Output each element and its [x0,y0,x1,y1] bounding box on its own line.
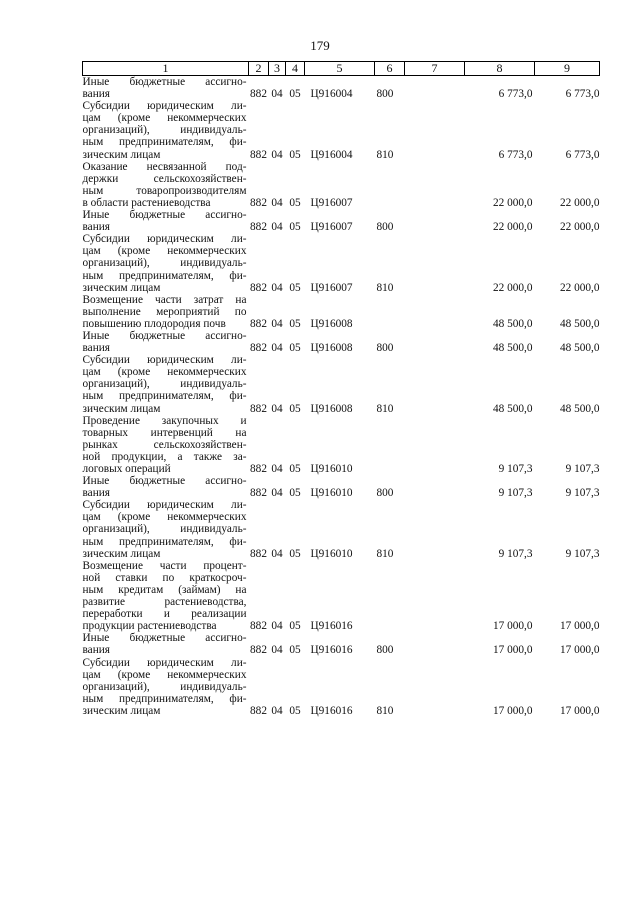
header-col-5: 5 [305,62,375,76]
expense-type-cell: 810 [376,547,394,560]
target-article-cell: Ц916016 [310,704,353,717]
table-row [83,100,600,160]
admin-code-cell: 882 [250,317,267,330]
expense-type-cell: 800 [376,644,394,657]
row-name-cell [83,415,249,475]
row-name-line: организаций), индивидуаль- [82,680,247,693]
subsection-cell: 05 [289,148,301,161]
row-name-line: выполнение мероприятий по [82,305,247,318]
subsection-cell: 05 [289,281,301,294]
amount-col8-cell: 9 107,3 [498,547,533,560]
row-name-line: в области растениеводства [82,196,211,209]
row-name-line: ным кредитам (займам) на [82,583,247,596]
row-name-line: Иные бюджетные ассигно- [82,475,247,488]
amount-col9-cell: 9 107,3 [565,487,600,500]
table-row [83,475,600,499]
amount-col9-cell: 48 500,0 [559,402,600,415]
expense-type-cell: 810 [376,148,394,161]
row-name-cell [83,209,249,233]
row-name-line: организаций), индивидуаль- [82,257,247,270]
amount-col9-cell: 9 107,3 [565,463,600,475]
section-cell: 04 [271,704,283,717]
row-name-line: цам (кроме некоммерческих [82,511,247,524]
amount-col9-cell: 48 500,0 [559,317,600,330]
subsection-cell: 05 [289,487,301,500]
subsection-cell: 05 [289,463,301,475]
admin-code-cell: 882 [250,644,267,657]
row-name-line: организаций), индивидуаль- [82,378,247,391]
section-cell: 04 [271,342,283,355]
expense-type-cell: 800 [376,221,394,234]
amount-col9-cell: 17 000,0 [559,704,600,717]
section-cell: 04 [271,196,283,209]
table-row [83,209,600,233]
table-row [83,294,600,330]
row-name-line: вания [82,342,110,355]
subsection-cell: 05 [289,704,301,717]
row-name-line: зическим лицам [82,148,161,161]
amount-col9-cell: 9 107,3 [565,547,600,560]
header-row [83,62,600,76]
section-cell: 04 [271,317,283,330]
expense-type-cell: 800 [376,342,394,355]
row-name-cell [83,657,249,717]
target-article-cell: Ц916004 [310,88,353,101]
subsection-cell: 05 [289,402,301,415]
row-name-line: ным предпринимателям, фи- [82,692,247,705]
row-name-cell [83,499,249,559]
row-name-line: вания [82,221,110,234]
expense-type-cell: 810 [376,402,394,415]
table-row [83,499,600,559]
row-name-line: Иные бюджетные ассигно- [82,329,247,342]
row-name-line: цам (кроме некоммерческих [82,245,247,258]
row-name-line: ным предпринимателям, фи- [82,269,247,282]
subsection-cell: 05 [289,317,301,330]
row-name-line: зическим лицам [82,547,161,560]
table-row [83,233,600,293]
target-article-cell: Ц916010 [310,547,353,560]
col7-cell [405,294,465,330]
target-article-cell: Ц916007 [310,221,353,234]
row-name-cell [83,560,249,633]
row-name-line: вания [82,88,110,101]
col7-cell [405,76,465,101]
section-cell: 04 [271,221,283,234]
target-article-cell: Ц916010 [310,463,353,475]
amount-col8-cell: 17 000,0 [492,620,533,633]
target-article-cell: Ц916016 [310,620,353,633]
row-name-line: организаций), индивидуаль- [82,124,247,137]
table-row [83,415,600,475]
row-name-line: ным предпринимателям, фи- [82,535,247,548]
row-name-line: повышению плодородия почв [82,317,226,330]
col7-cell [405,161,465,209]
admin-code-cell: 882 [250,704,267,717]
row-name-line: логовых операций [82,463,171,475]
row-name-line: ной продукции, а также за- [82,450,247,463]
target-article-cell: Ц916008 [310,317,353,330]
admin-code-cell: 882 [250,487,267,500]
subsection-cell: 05 [289,644,301,657]
expense-type-cell [375,415,405,475]
amount-col9-cell: 6 773,0 [565,88,600,101]
row-name-line: развитие растениеводства, [82,596,247,609]
table-body [83,76,600,717]
header-col-9: 9 [535,62,600,76]
admin-code-cell: 882 [250,463,267,475]
target-article-cell: Ц916007 [310,281,353,294]
admin-code-cell: 882 [250,547,267,560]
row-name-line: переработки и реализации [82,608,247,621]
target-article-cell: Ц916008 [310,402,353,415]
row-name-cell [83,161,249,209]
row-name-line: цам (кроме некоммерческих [82,668,247,681]
expense-type-cell [375,294,405,330]
col7-cell [405,233,465,293]
expense-type-cell: 800 [376,88,394,101]
row-name-cell [83,76,249,101]
subsection-cell: 05 [289,342,301,355]
amount-col9-cell: 48 500,0 [559,342,600,355]
table-row [83,76,600,101]
row-name-line: цам (кроме некоммерческих [82,366,247,379]
table-row [83,657,600,717]
page-number: 179 [310,38,330,53]
row-name-line: Субсидии юридическим ли- [82,100,247,113]
amount-col9-cell: 17 000,0 [559,620,600,633]
section-cell: 04 [271,463,283,475]
col7-cell [405,209,465,233]
row-name-cell [83,100,249,160]
col7-cell [405,560,465,633]
expense-type-cell: 810 [376,281,394,294]
row-name-line: зическим лицам [82,704,161,717]
table-row [83,354,600,414]
target-article-cell: Ц916008 [310,342,353,355]
expense-type-cell: 800 [376,487,394,500]
row-name-line: Субсидии юридическим ли- [82,354,247,367]
table-row [83,632,600,656]
section-cell: 04 [271,547,283,560]
row-name-line: зическим лицам [82,281,161,294]
section-cell: 04 [271,281,283,294]
col7-cell [405,415,465,475]
row-name-cell [83,632,249,656]
amount-col8-cell: 48 500,0 [492,342,533,355]
row-name-cell [83,475,249,499]
col7-cell [405,657,465,717]
section-cell: 04 [271,644,283,657]
amount-col8-cell: 9 107,3 [498,487,533,500]
amount-col8-cell: 22 000,0 [492,281,533,294]
row-name-line: Субсидии юридическим ли- [82,656,247,669]
header-col-7: 7 [405,62,465,76]
admin-code-cell: 882 [250,148,267,161]
row-name-cell [83,354,249,414]
row-name-line: Оказание несвязанной под- [82,160,247,173]
col7-cell [405,475,465,499]
section-cell: 04 [271,88,283,101]
admin-code-cell: 882 [250,221,267,234]
amount-col8-cell: 9 107,3 [498,463,533,475]
amount-col9-cell: 22 000,0 [559,281,600,294]
admin-code-cell: 882 [250,196,267,209]
row-name-line: Возмещение части процент- [82,559,247,572]
subsection-cell: 05 [289,88,301,101]
section-cell: 04 [271,402,283,415]
row-name-line: вания [82,644,110,657]
admin-code-cell: 882 [250,88,267,101]
target-article-cell: Ц916016 [310,644,353,657]
amount-col9-cell: 22 000,0 [559,221,600,234]
header-col-4: 4 [286,62,305,76]
row-name-line: зическим лицам [82,402,161,415]
row-name-line: продукции растениеводства [82,620,217,633]
table-row [83,161,600,209]
amount-col8-cell: 48 500,0 [492,402,533,415]
row-name-line: рынках сельскохозяйствен- [82,438,247,451]
expense-type-cell: 810 [376,704,394,717]
amount-col8-cell: 22 000,0 [492,196,533,209]
table-header [83,62,600,76]
section-cell: 04 [271,148,283,161]
amount-col9-cell: 17 000,0 [559,644,600,657]
subsection-cell: 05 [289,547,301,560]
row-name-line: Субсидии юридическим ли- [82,233,247,246]
row-name-cell [83,330,249,354]
row-name-line: ным товаропроизводителям [82,184,247,197]
row-name-line: Иные бюджетные ассигно- [82,209,247,222]
row-name-line: держки сельскохозяйствен- [82,172,247,185]
row-name-cell [83,294,249,330]
col7-cell [405,354,465,414]
subsection-cell: 05 [289,620,301,633]
amount-col8-cell: 48 500,0 [492,317,533,330]
amount-col8-cell: 6 773,0 [498,148,533,161]
amount-col8-cell: 22 000,0 [492,221,533,234]
row-name-line: Иные бюджетные ассигно- [82,76,247,88]
col7-cell [405,632,465,656]
row-name-line: товарных интервенций на [82,426,247,439]
row-name-line: ным предпринимателям, фи- [82,390,247,403]
row-name-line: Проведение закупочных и [82,414,247,427]
col7-cell [405,499,465,559]
col7-cell [405,100,465,160]
admin-code-cell: 882 [250,281,267,294]
amount-col8-cell: 17 000,0 [492,704,533,717]
budget-table [82,61,600,717]
amount-col8-cell: 17 000,0 [492,644,533,657]
admin-code-cell: 882 [250,342,267,355]
expense-type-cell [375,560,405,633]
header-col-1: 1 [83,62,249,76]
row-name-line: организаций), индивидуаль- [82,523,247,536]
section-cell: 04 [271,620,283,633]
amount-col9-cell: 22 000,0 [559,196,600,209]
row-name-line: ным предпринимателям, фи- [82,136,247,149]
target-article-cell: Ц916004 [310,148,353,161]
header-col-3: 3 [269,62,286,76]
table-row [83,330,600,354]
amount-col8-cell: 6 773,0 [498,88,533,101]
admin-code-cell: 882 [250,402,267,415]
row-name-line: вания [82,487,110,500]
subsection-cell: 05 [289,196,301,209]
table-row [83,560,600,633]
row-name-line: Иные бюджетные ассигно- [82,632,247,645]
admin-code-cell: 882 [250,620,267,633]
row-name-line: Возмещение части затрат на [82,293,247,306]
section-cell: 04 [271,487,283,500]
amount-col9-cell: 6 773,0 [565,148,600,161]
row-name-cell [83,233,249,293]
header-col-8: 8 [465,62,535,76]
target-article-cell: Ц916010 [310,487,353,500]
header-col-6: 6 [375,62,405,76]
target-article-cell: Ц916007 [310,196,353,209]
row-name-line: ной ставки по краткосроч- [82,571,247,584]
row-name-line: цам (кроме некоммерческих [82,112,247,125]
expense-type-cell [375,161,405,209]
subsection-cell: 05 [289,221,301,234]
col7-cell [405,330,465,354]
header-col-2: 2 [249,62,269,76]
row-name-line: Субсидии юридическим ли- [82,499,247,512]
